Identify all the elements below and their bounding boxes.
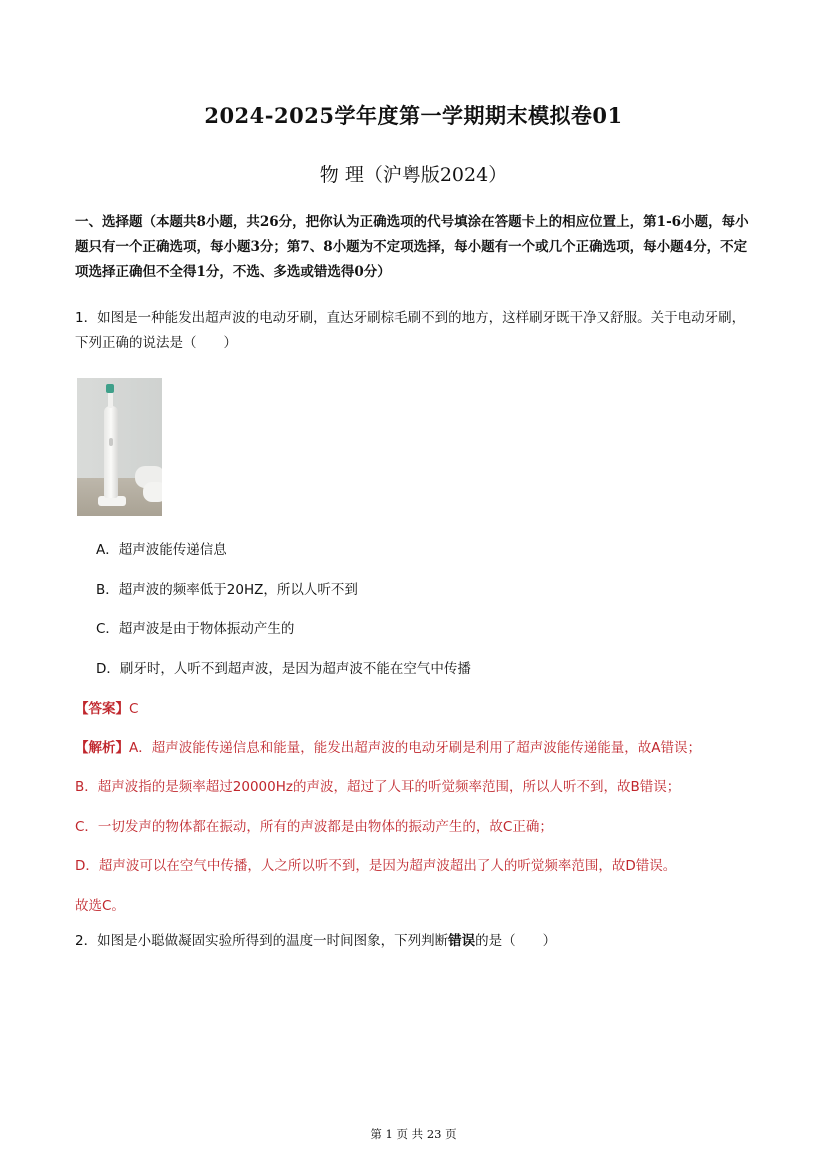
analysis-c: C．一切发声的物体都在振动，所有的声波都是由物体的振动产生的，故C正确；: [75, 819, 553, 835]
answer-line: [75, 697, 765, 717]
question-2-text-before: 2．如图是小聪做凝固实验所得到的温度一时间图象，下列判断: [75, 933, 449, 949]
answer-value: C: [129, 701, 139, 717]
option-b: B．超声波的频率低于20HZ，所以人听不到: [96, 582, 358, 598]
option-a: A．超声波能传递信息: [96, 542, 227, 558]
toothbrush-photo: [77, 378, 162, 516]
analysis-conclusion: 故选C。: [75, 898, 125, 914]
analysis-b: B．超声波指的是频率超过20000Hz的声波，超过了人耳的听觉频率范围，所以人听不到，故B错误；: [75, 779, 681, 795]
analysis-d: D．超声波可以在空气中传播，人之所以听不到，是因为超声波超出了人的听觉频率范围，故D错误。: [75, 858, 677, 874]
section-header: 一、选择题（本题共8小题，共26分，把你认为正确选项的代号填涂在答题卡上的相应位置上，第1-6小题，每小题只有一个正确选项，每小题3分；第7、8小题为不定项选择，每小题有一个或几个正确选项，每小题4分，不定项选择正确但不全得1分，不选、多选或错选得0分）: [75, 214, 749, 280]
analysis-line-a: [75, 736, 765, 756]
answer-label: 【答案】: [75, 701, 129, 717]
question-2-emphasis: 错误: [448, 933, 476, 949]
question-2-text-after: 的是（ ）: [475, 933, 557, 949]
option-c: C．超声波是由于物体振动产生的: [96, 621, 295, 637]
analysis-a: A．超声波能传递信息和能量，能发出超声波的电动牙刷是利用了超声波能传递能量，故A错误；: [129, 740, 701, 756]
page-footer: 第 1 页 共 23 页: [370, 1127, 457, 1141]
option-d: D．刷牙时，人听不到超声波，是因为超声波不能在空气中传播: [96, 661, 471, 677]
exam-subtitle: 物 理（沪粤版2024）: [319, 164, 508, 186]
question-2-text: [75, 929, 755, 954]
analysis-label: 【解析】: [75, 740, 129, 756]
question-1-text: 1．如图是一种能发出超声波的电动牙刷，直达牙刷棕毛刷不到的地方，这样刷牙既干净又舒服。关于电动牙刷，下列正确的说法是（ ）: [75, 310, 746, 351]
exam-title: 2024-2025学年度第一学期期末模拟卷01: [204, 103, 623, 128]
